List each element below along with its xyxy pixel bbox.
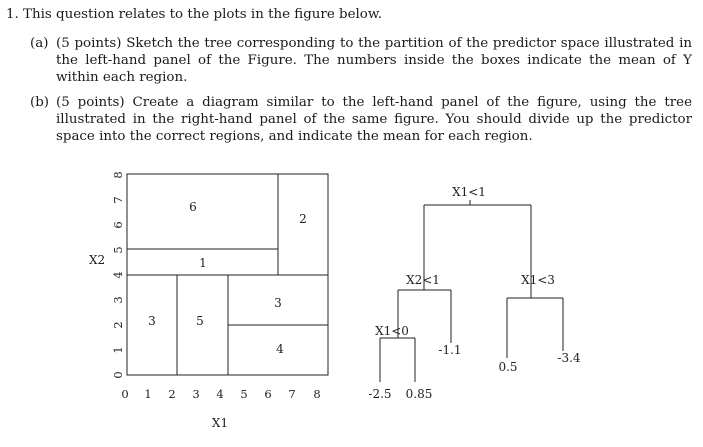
- tree-labels: [368, 185, 581, 401]
- region-mean: 2: [299, 212, 307, 226]
- y-axis-label: X2: [89, 253, 106, 267]
- y-tick: 8: [111, 171, 125, 179]
- part-b-label: (b): [30, 95, 50, 110]
- part-b-text: (5 points) Create a diagram similar to the left-hand panel of the figure, using the tree illustrated in the right-hand panel of the same figure. You should divide up the predictor space into the correct regions, and indicate the mean for each region.: [56, 95, 692, 144]
- x-tick: 3: [192, 387, 200, 401]
- partition-plot: [127, 174, 328, 375]
- region-mean: 6: [189, 200, 197, 214]
- y-tick: 2: [111, 321, 125, 329]
- y-tick: 0: [111, 371, 125, 379]
- tree-split-label: X1<3: [521, 273, 555, 287]
- tree-leaf: -1.1: [438, 343, 462, 357]
- region-mean: 4: [276, 342, 284, 356]
- region-mean: 3: [274, 296, 282, 310]
- x-tick: 8: [313, 387, 321, 401]
- tree-diagram: [380, 200, 563, 382]
- region-mean: 5: [196, 314, 204, 328]
- y-axis-ticks: [111, 171, 125, 378]
- tree-leaf: -3.4: [557, 351, 581, 365]
- y-tick: 6: [111, 221, 125, 229]
- y-tick: 5: [111, 246, 125, 254]
- tree-leaf: 0.85: [405, 387, 433, 401]
- part-a-label: (a): [30, 36, 49, 51]
- x-axis-ticks: [121, 387, 320, 401]
- tree-leaf: -2.5: [368, 387, 392, 401]
- region-mean: 3: [148, 314, 156, 328]
- x-tick: 6: [264, 387, 272, 401]
- y-tick: 3: [111, 296, 125, 304]
- tree-split-root: X1<1: [452, 185, 486, 199]
- region-mean: 1: [199, 256, 207, 270]
- y-tick: 4: [111, 271, 125, 279]
- y-tick: 1: [111, 346, 125, 354]
- tree-split-label: X1<0: [375, 324, 409, 338]
- part-a-text: (5 points) Sketch the tree corresponding to the partition of the predictor space illustrated in the left-hand panel of the Figure. The numbers inside the boxes indicate the mean of Y within each region.: [56, 36, 692, 85]
- tree-split-label: X2<1: [406, 273, 440, 287]
- x-tick: 2: [168, 387, 176, 401]
- x-axis-label: X1: [211, 416, 229, 430]
- y-tick: 7: [111, 196, 125, 204]
- x-tick: 1: [144, 387, 152, 401]
- x-tick: 0: [121, 387, 129, 401]
- tree-leaf: 0.5: [498, 360, 518, 374]
- x-tick: 7: [288, 387, 296, 401]
- x-tick: 4: [216, 387, 224, 401]
- x-tick: 5: [240, 387, 248, 401]
- question-intro: 1. This question relates to the plots in the figure below.: [6, 7, 382, 22]
